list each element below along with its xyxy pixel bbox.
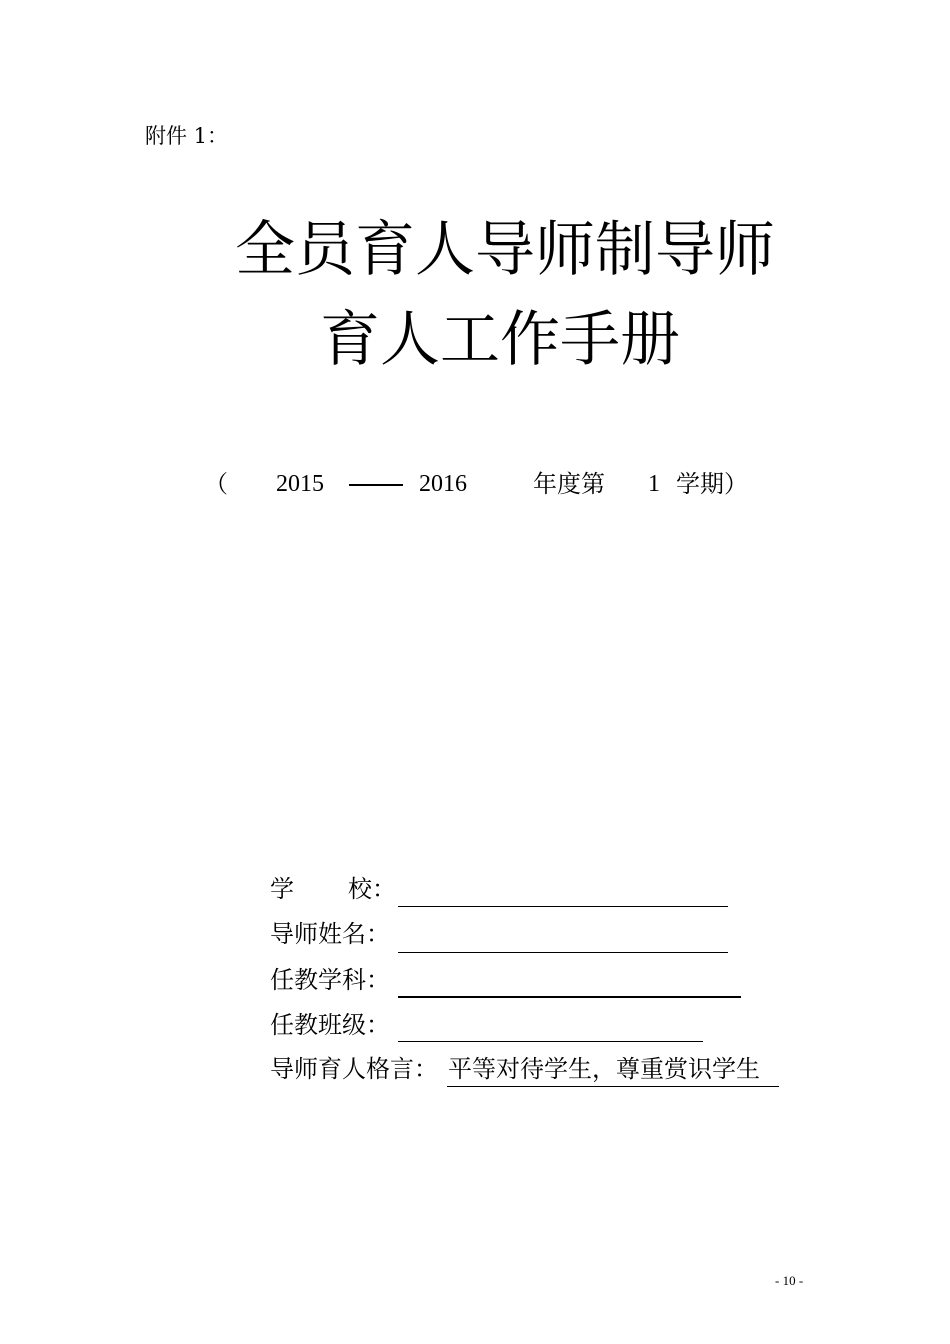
- term-year-text: 年度第: [533, 470, 605, 498]
- attachment-label: 附件 1：: [145, 124, 229, 148]
- school-label: [270, 873, 396, 905]
- mentor-name-field-line[interactable]: [398, 952, 728, 953]
- mentor-name-label: 导师姓名：: [270, 920, 390, 948]
- school-field-line[interactable]: [398, 906, 728, 907]
- motto-field-line: [447, 1086, 779, 1087]
- term-paren-open: （: [204, 470, 228, 498]
- term-year-end: 2016: [419, 471, 467, 497]
- page-number: - 10 -: [775, 1273, 804, 1288]
- subject-label: 任教学科：: [270, 966, 390, 994]
- school-label-part2: 校：: [348, 875, 396, 903]
- term-year-start: 2015: [276, 471, 324, 497]
- motto-label: 导师育人格言：: [270, 1055, 438, 1083]
- school-label-part1: 学: [270, 875, 294, 903]
- class-label: 任教班级：: [270, 1011, 390, 1039]
- term-suffix: 学期）: [676, 470, 748, 498]
- subject-field-line[interactable]: [398, 996, 741, 998]
- term-number: 1: [648, 471, 660, 497]
- handbook-title-line-2: 育人工作手册: [320, 305, 680, 375]
- class-field-line[interactable]: [398, 1041, 703, 1042]
- year-range-dash: [349, 484, 403, 486]
- handbook-title-line-1: 全员育人导师制导师: [235, 215, 775, 285]
- motto-value: 平等对待学生，尊重赏识学生: [448, 1055, 760, 1083]
